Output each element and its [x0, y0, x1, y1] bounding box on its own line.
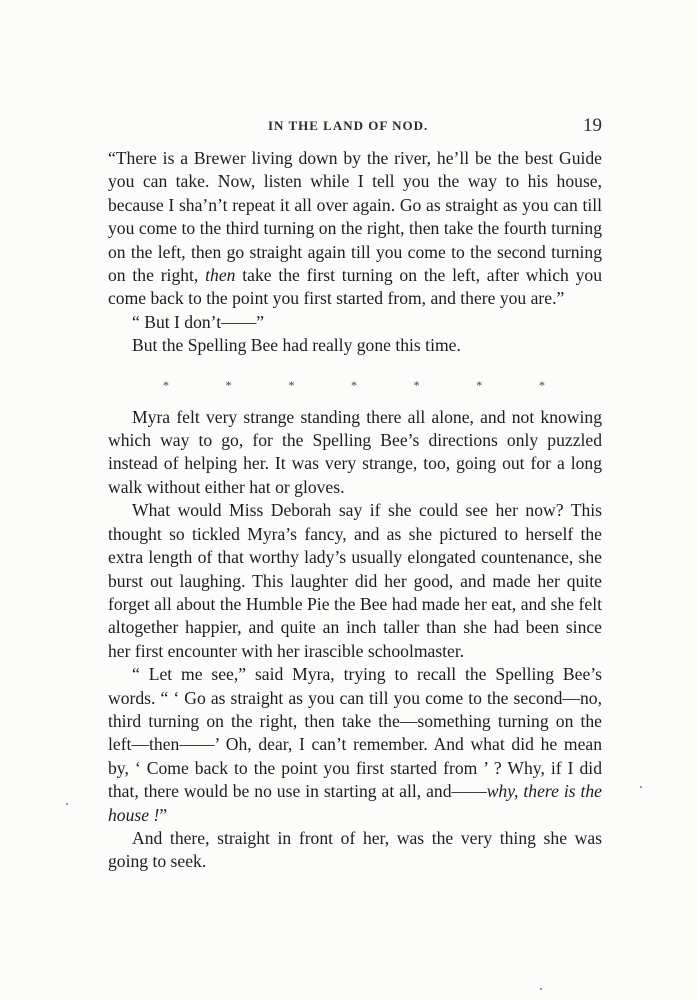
- paragraph-1-end: take the first turning on the left, after which you come back to the point you first started from, and there you are.”: [108, 265, 602, 309]
- paragraph-1-italic: then: [205, 265, 236, 286]
- running-head: [108, 115, 602, 138]
- section-separator: [163, 378, 545, 392]
- paragraph-6-italic: why, there is the house !: [108, 781, 602, 825]
- paragraph-1: [108, 147, 602, 311]
- body-text: [108, 147, 602, 874]
- paper-speck: [640, 786, 642, 788]
- paragraph-6: [108, 663, 602, 827]
- paragraph-6-text: “ Let me see,” said Myra, trying to recall the Spelling Bee’s words. “ ‘ Go as straight as you can till you come to the second—no, third turning on the right, then take the—something turning on the left—then——’ Oh, dear, I can’t remember. And what did he mean by, ‘ Come back to the point you first started from ’ ? Why, if I did that, there would be no use in starting at all, and——: [108, 664, 602, 802]
- paragraph-2: “ But I don’t——”: [132, 311, 265, 332]
- paragraph-1-text: “There is a Brewer living down by the river, he’ll be the best Guide you can take. Now, listen while I tell you the way to his house, because I sha’n’t repeat it all over again. Go as straight as you can till you come to the third turning on the right, then take the fourth turning on the left, then go straight again till you come to the second turning on the right,: [108, 148, 602, 286]
- separator-star: *: [225, 377, 232, 392]
- paragraph-3: But the Spelling Bee had really gone this time.: [132, 335, 461, 356]
- separator-star: *: [476, 377, 483, 392]
- paragraph-5: What would Miss Deborah say if she could see her now? This thought so tickled Myra’s fancy, and as she pictured to herself the extra length of that worthy lady’s usually elongated countenance, she burst out laughing. This laughter did her good, and made her quite forget all about the Humble Pie the Bee had made her eat, and she felt altogether happier, and quite an inch taller than she had been since her first encounter with her irascible schoolmaster.: [108, 500, 602, 661]
- separator-star: *: [413, 377, 420, 392]
- running-title: IN THE LAND OF NOD.: [268, 118, 429, 133]
- separator-star: *: [538, 377, 545, 392]
- paper-speck: [66, 803, 68, 805]
- paragraph-4: Myra felt very strange standing there all alone, and not knowing which way to go, for the Spelling Bee’s directions only puzzled instead of helping her. It was very strange, too, going out for a long walk without either hat or gloves.: [108, 406, 602, 497]
- separator-star: *: [163, 377, 169, 392]
- separator-star: *: [288, 377, 295, 392]
- paragraph-6-end: ”: [159, 804, 168, 825]
- separator-star: *: [350, 377, 357, 392]
- paper-speck: [540, 988, 542, 990]
- paragraph-7: And there, straight in front of her, was the very thing she was going to seek.: [108, 827, 602, 872]
- page-number: 19: [583, 115, 602, 136]
